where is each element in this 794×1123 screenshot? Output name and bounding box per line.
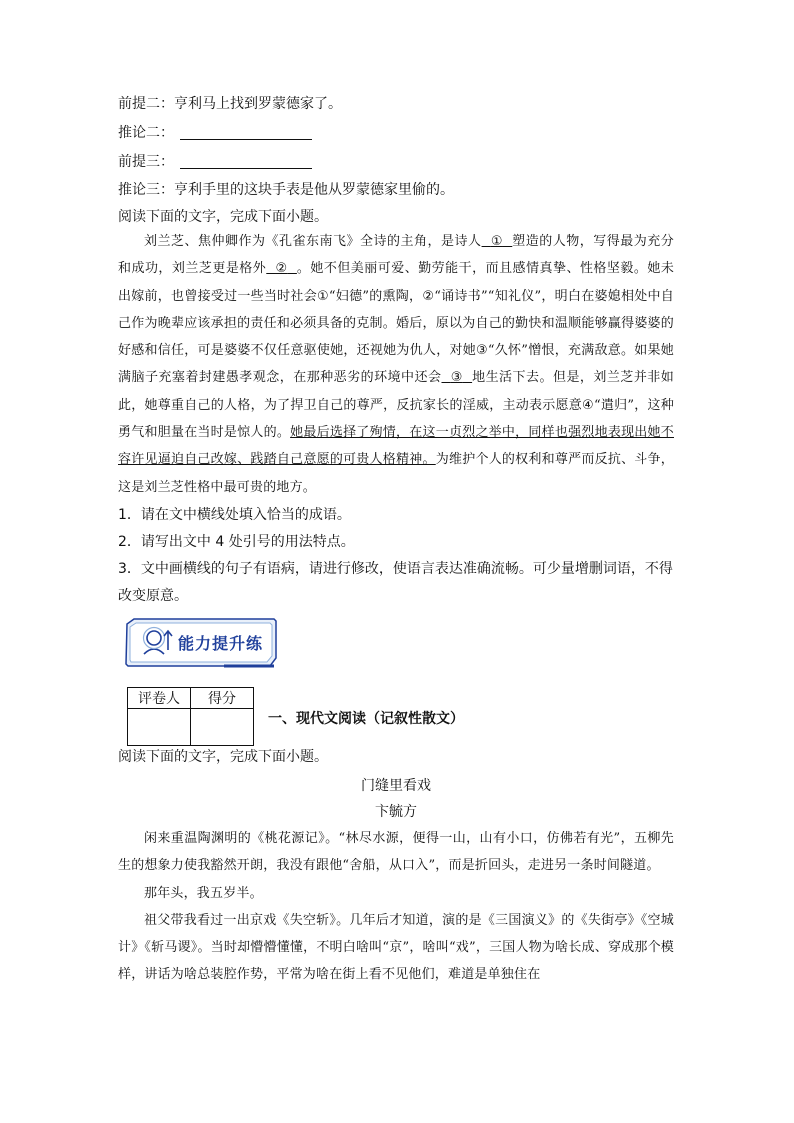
fill-blank: ② — [275, 261, 288, 277]
question-2: 2．请写出文中 4 处引号的用法特点。 — [118, 534, 355, 550]
passage-author: 卞毓方 — [375, 804, 417, 820]
score-table-header: 得分 — [191, 688, 254, 709]
fill-blank: ① — [490, 234, 503, 249]
read-instruction: 阅读下面的文字，完成下面小题。 — [118, 749, 328, 765]
quote-marker: ④ — [582, 397, 594, 413]
banner-label: 能力提升练 — [178, 634, 264, 653]
passage-paragraph: 刘兰芝、焦仲卿作为《孔雀东南飞》全诗的主角，是诗人 ① 塑造的人物，写得最为充分和成功，刘兰芝更是格外 ② 。她不但美丽可爱、勤劳能干，而且感情真挚、性格坚毅。她未出嫁前，也曾接受过一些当时社会①“妇德”的熏陶，②“诵诗书”“知礼仪”，明白在婆媳相处中自己作为晚辈应该承担的责任和必须具备的克制。婚后，原以为自己的勤快和温顺能够赢得婆婆的好感和信任，可是婆婆不仅任意驱使她，还视她为仇人，对她③“久怀”憎恨，充满敌意。如果她满脑子充塞着封建愚孝观念，在那种恶劣的环境中还会 ③ 地生活下去。但是，刘兰芝并非如此，她尊重自己的人格，为了捍卫自己的尊严，反抗家长的淫威，主动表示愿意④“遣归”，这种勇气和胆量在当时是惊人的。她最后选择了殉情，在这一贞烈之举中，同样也强烈地表现出她不容许见逼迫自己改嫁、践踏自己意愿的可贵人格精神。为维护个人的权利和尊严而反抗、斗争，这是刘兰芝性格中最可贵的地方。 — [118, 234, 675, 495]
passage-paragraph: 闲来重温陶渊明的《桃花源记》。“林尽水源，便得一山，山有小口，仿佛若有光”，五柳先生的想象力使我豁然开朗，我没有跟他“舍船，从口入”，而是折回头，走进另一条时间隧道。 — [118, 831, 674, 874]
premise-3-row — [118, 152, 312, 172]
quote-marker: ③ — [475, 343, 488, 359]
inference-2-label: 推论二： — [118, 125, 174, 141]
premise-3-label: 前提三： — [118, 154, 174, 170]
passage-paragraph: 祖父带我看过一出京戏《失空斩》。几年后才知道，演的是《三国演义》的《失街亭》《空城计》《斩马谡》。当时却懵懵懂懂，不明白啥叫“京”，啥叫“戏”，三国人物为啥长成、穿成那个模样，讲话为啥总装腔作势，平常为啥在街上看不见他们，难道是单独住在 — [118, 912, 674, 983]
passage-paragraph: 那年头，我五岁半。 — [144, 885, 263, 901]
premise-2: 前提二：亨利马上找到罗蒙德家了。 — [118, 96, 342, 112]
question-3-cont: 改变原意。 — [118, 588, 188, 604]
inference-3: 推论三：亨利手里的这块手表是他从罗蒙德家里偷的。 — [118, 182, 454, 198]
question-3: 3．文中画横线的句子有语病，请进行修改，使语言表达准确流畅。可少量增删词语，不得 — [118, 561, 673, 577]
answer-blank[interactable] — [180, 125, 312, 140]
score-table — [127, 687, 254, 746]
passage-liu-lanzhi — [118, 228, 674, 501]
quote-marker: ① — [316, 288, 329, 304]
passage-title: 门缝里看戏 — [361, 778, 431, 794]
score-cell[interactable] — [128, 709, 191, 746]
score-table-header: 评卷人 — [128, 688, 191, 709]
answer-blank[interactable] — [180, 154, 312, 169]
fill-blank: ③ — [450, 370, 463, 386]
section-title: 一、现代文阅读（记叙性散文） — [268, 711, 464, 727]
underlined-sentence: 她最后选择了殉情，在这一贞烈之举中，同样也强烈地表现出她不容许见逼迫自己改嫁、践踏自己意愿的可贵人格精神。 — [118, 425, 674, 468]
passage-opera — [118, 825, 674, 989]
read-instruction: 阅读下面的文字，完成下面小题。 — [118, 209, 328, 225]
ability-banner — [124, 618, 278, 668]
question-1: 1．请在文中横线处填入恰当的成语。 — [118, 507, 351, 523]
inference-2-row — [118, 123, 312, 143]
quote-marker: ② — [422, 288, 435, 304]
score-cell[interactable] — [191, 709, 254, 746]
